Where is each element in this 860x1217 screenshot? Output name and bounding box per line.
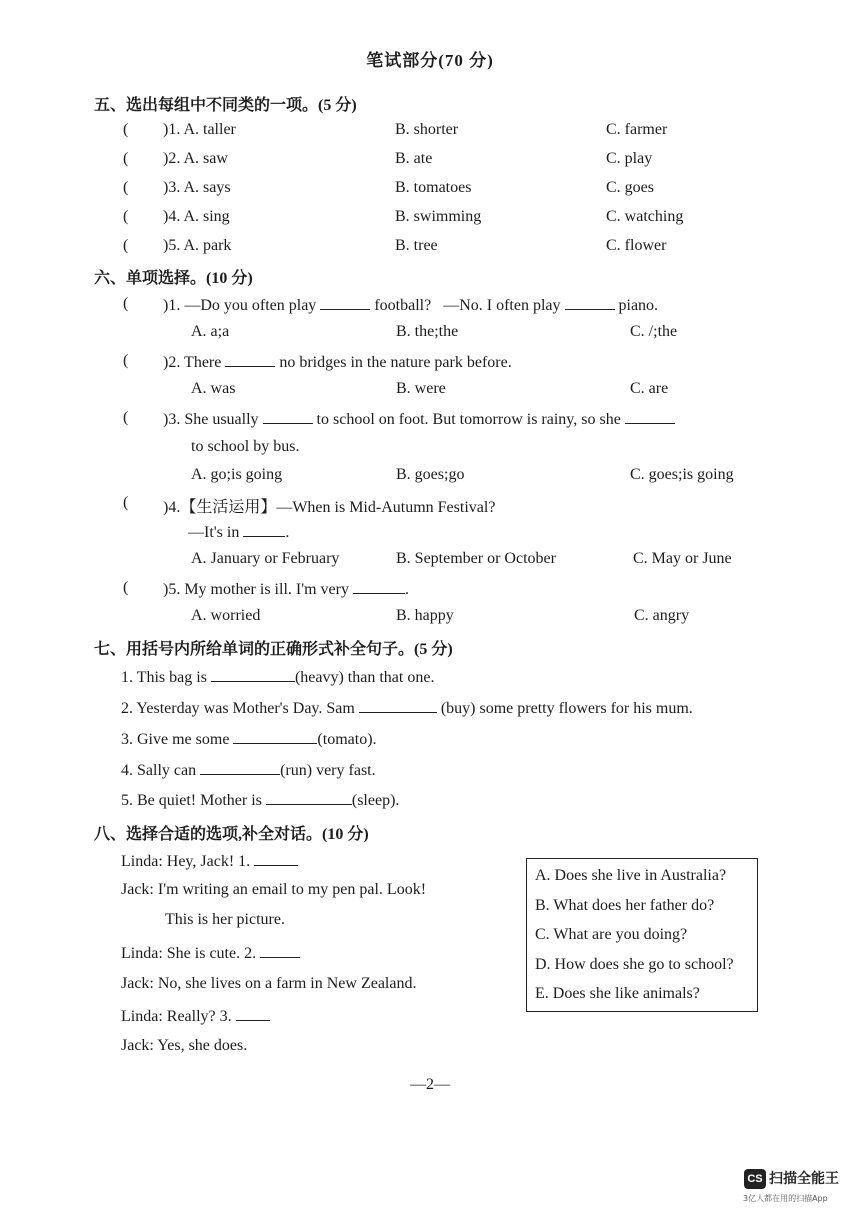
option-c: C. play [606,150,653,167]
option-a: A. go;is going [191,466,283,483]
box-option: C. What are you doing? [535,926,688,943]
answer-paren[interactable]: ( [123,208,129,225]
dialogue-line [121,943,300,963]
question-text: piano. [618,297,659,314]
question-text: )3. A. says [163,179,231,196]
dialogue-line: Jack: I'm writing an email to my pen pal. Look! [121,881,427,898]
item-text: (buy) some pretty flowers for his mum. [440,700,693,717]
item-text: 4. Sally can [121,762,197,779]
question-3 [163,409,675,429]
box-option: B. What does her father do? [535,897,715,914]
item-text: (tomato). [317,731,377,748]
question-text: football? [374,297,432,314]
option-c: C. farmer [606,121,668,138]
answer-blank[interactable] [225,352,275,367]
fill-item [121,667,434,687]
item-text: 5. Be quiet! Mother is [121,792,262,809]
option-b: B. swimming [395,208,482,225]
answer-paren[interactable]: ( [123,121,129,138]
question-text: )5. My mother is ill. I'm very [163,581,349,598]
page-title: 笔试部分(70 分) [366,51,494,70]
dialogue-line: Jack: No, she lives on a farm in New Zealand. [121,975,417,992]
fill-item [121,790,399,810]
option-b: B. the;the [396,323,459,340]
answer-blank[interactable] [320,295,370,310]
item-text: 3. Give me some [121,731,230,748]
question-text: )2. A. saw [163,150,228,167]
question-text: )3. She usually [163,411,259,428]
option-a: A. worried [191,607,261,624]
fill-item [121,698,693,718]
answer-blank[interactable] [625,409,675,424]
options-box [526,858,758,1012]
dialogue-line [121,851,298,871]
fill-item [121,760,376,780]
question-4-cont [188,522,289,542]
answer-blank[interactable] [200,760,280,775]
camscanner-logo-icon: CS [744,1169,766,1189]
answer-paren[interactable]: ( [123,579,129,596]
question-3-cont: to school by bus. [191,438,300,455]
option-b: B. September or October [396,550,556,567]
question-text: )1. A. taller [163,121,236,138]
item-text: (run) very fast. [280,762,376,779]
scanner-app-name: 扫描全能王 [769,1171,839,1187]
answer-paren[interactable]: ( [123,237,129,254]
question-4: )4.【生活运用】—When is Mid-Autumn Festival? [163,499,496,516]
answer-blank[interactable] [266,790,352,805]
option-c: C. May or June [633,550,732,567]
question-text: )5. A. park [163,237,232,254]
answer-blank[interactable] [243,522,285,537]
dialogue-line [121,1006,270,1026]
fill-item [121,729,377,749]
item-text: (sleep). [351,792,400,809]
item-text: 2. Yesterday was Mother's Day. Sam [121,700,355,717]
item-text: 1. This bag is [121,669,207,686]
dialogue-line: This is her picture. [165,911,285,928]
answer-blank[interactable] [260,943,300,958]
box-option: E. Does she like animals? [535,985,700,1002]
question-text: no bridges in the nature park before. [279,354,512,371]
answer-blank[interactable] [359,698,437,713]
answer-blank[interactable] [254,851,298,866]
option-b: B. happy [396,607,454,624]
answer-paren[interactable]: ( [123,150,129,167]
answer-paren[interactable]: ( [123,179,129,196]
dialogue-text: Linda: She is cute. 2. [121,945,257,962]
scanner-tagline: 3亿人都在用的扫描App [743,1194,828,1203]
question-text: —It's in [188,524,240,541]
section-6-heading: 六、单项选择。(10 分) [94,270,253,287]
option-c: C. angry [634,607,690,624]
box-option: D. How does she go to school? [535,956,734,973]
dialogue-text: Linda: Hey, Jack! 1. [121,853,251,870]
question-2 [163,352,512,372]
option-b: B. tree [395,237,438,254]
box-option: A. Does she live in Australia? [535,867,727,884]
answer-paren[interactable]: ( [123,409,129,426]
question-text: )2. There [163,354,222,371]
option-c: C. goes [606,179,654,196]
question-text: )4. A. sing [163,208,230,225]
question-5 [163,579,409,599]
option-c: C. /;the [630,323,678,340]
answer-paren[interactable]: ( [123,494,129,511]
question-text: )1. —Do you often play [163,297,317,314]
option-b: B. goes;go [396,466,465,483]
question-text: . [404,581,409,598]
option-a: A. January or February [191,550,340,567]
section-7-heading: 七、用括号内所给单词的正确形式补全句子。(5 分) [94,641,453,658]
answer-blank[interactable] [353,579,405,594]
answer-paren[interactable]: ( [123,352,129,369]
answer-paren[interactable]: ( [123,295,129,312]
answer-blank[interactable] [263,409,313,424]
option-b: B. were [396,380,446,397]
option-b: B. ate [395,150,433,167]
page-number: —2— [410,1076,450,1093]
option-a: A. a;a [191,323,230,340]
option-c: C. watching [606,208,684,225]
section-8-heading: 八、选择合适的选项,补全对话。(10 分) [94,826,369,843]
answer-blank[interactable] [565,295,615,310]
question-text: to school on foot. But tomorrow is rainy, so she [316,411,621,428]
question-1 [163,295,658,315]
dialogue-text: Linda: Really? 3. [121,1008,232,1025]
dialogue-line: Jack: Yes, she does. [121,1037,248,1054]
answer-blank[interactable] [236,1006,270,1021]
option-c: C. flower [606,237,667,254]
answer-blank[interactable] [233,729,317,744]
option-b: B. shorter [395,121,459,138]
answer-blank[interactable] [211,667,295,682]
option-b: B. tomatoes [395,179,472,196]
option-a: A. was [191,380,236,397]
question-text: —No. I often play [443,297,561,314]
section-5-heading: 五、选出每组中不同类的一项。(5 分) [94,97,357,114]
option-c: C. goes;is going [630,466,734,483]
option-c: C. are [630,380,669,397]
item-text: (heavy) than that one. [294,669,435,686]
question-text: . [285,524,290,541]
